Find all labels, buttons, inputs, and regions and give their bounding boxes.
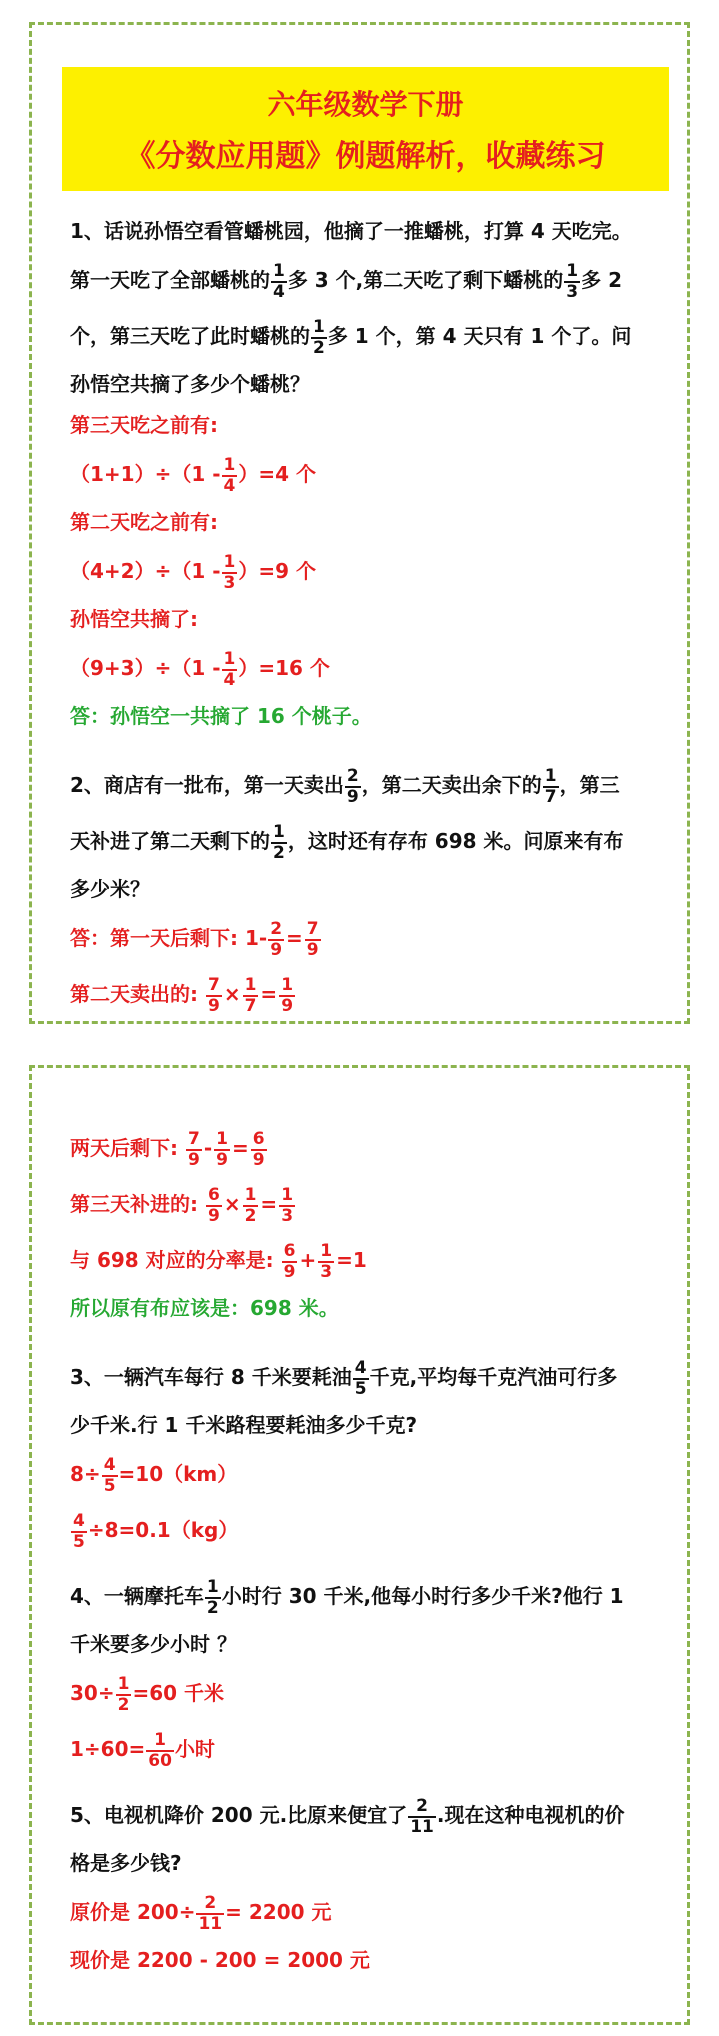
fraction: $\frac{1}{7}$ — [544, 765, 557, 807]
problem-5-question: 5、电视机降价 200 元.比原来便宜了 $\frac{2}{11}$ .现在这种电视机的价 格是多少钱? — [70, 1795, 625, 1875]
problem-1-question: 1、话说孙悟空看管蟠桃园，他摘了一推蟠桃，打算 4 天吃完。 第一天吃了全部蟠桃的 $\frac{1}{4}$ 多 3 个,第二天吃了剩下蟠桃的 $\frac{1}{3}$ 多 2 个，第三天吃了此时蟠桃的 $\frac{1}{2}$ 多 1 个，第 4 天只有 1 个了。问 孙悟空共摘了多少个蟠桃？ — [70, 219, 632, 396]
fraction: $\frac{1}{3}$ — [281, 1184, 294, 1226]
fraction: $\frac{6}{9}$ — [252, 1128, 265, 1170]
problem-1-answer: 答：孙悟空一共摘了 16 个桃子。 — [70, 704, 372, 728]
fraction: $\frac{1}{9}$ — [281, 974, 294, 1016]
fraction: $\frac{2}{9}$ — [346, 765, 359, 807]
fraction: $\frac{1}{4}$ — [223, 454, 236, 496]
problem-2-question: 2、商店有一批布，第一天卖出 $\frac{2}{9}$ ，第二天卖出余下的 $\frac{1}{7}$ ，第三 天补进了第二天剩下的 $\frac{1}{2}$ ，这时还有存布 698 米。问原来有布 多少米？ — [70, 765, 624, 901]
problem-1-solution: 第三天吃之前有: （1+1）÷（1 - $\frac{1}{4}$ ）=4 个 第二天吃之前有: （4+2）÷（1 - $\frac{1}{3}$ ）=9 个 孙悟空共摘了: （9+3）÷（1 - $\frac{1}{4}$ ）=16 个 — [70, 413, 330, 690]
fraction: $\frac{1}{4}$ — [273, 260, 285, 302]
fraction: $\frac{1}{2}$ — [244, 1184, 257, 1226]
fraction: $\frac{1}{2}$ — [273, 821, 285, 863]
worksheet-card-2 — [29, 1065, 690, 2025]
fraction: $\frac{1}{7}$ — [244, 974, 257, 1016]
fraction: $\frac{7}{9}$ — [306, 918, 319, 960]
fraction: $\frac{1}{3}$ — [566, 260, 579, 302]
fraction: $\frac{2}{11}$ — [198, 1892, 223, 1934]
problem-5-solution: 原价是 200÷ $\frac{2}{11}$ = 2200 元 现价是 2200 - 200 = 2000 元 — [70, 1892, 370, 1972]
fraction: $\frac{1}{2}$ — [313, 316, 325, 358]
problem-2-solution-part-1: 答：第一天后剩下: 1- $\frac{2}{9}$ = $\frac{7}{9}$ 第二天卖出的: $\frac{7}{9}$ × $\frac{1}{7}$ = $\frac{1}{9}$ — [70, 918, 319, 1016]
card-1-content — [70, 67, 661, 1022]
problem-3-solution: 8÷ $\frac{4}{5}$ =10（km） $\frac{4}{5}$ ÷8=0.1（kg） — [70, 1454, 239, 1552]
problem-2-answer: 所以原有布应该是：698 米。 — [70, 1296, 339, 1320]
fraction: $\frac{1}{2}$ — [206, 1576, 219, 1618]
fraction: $\frac{1}{60}$ — [148, 1729, 172, 1771]
fraction: $\frac{2}{9}$ — [270, 918, 283, 960]
fraction: $\frac{1}{4}$ — [223, 648, 236, 690]
fraction: $\frac{6}{9}$ — [207, 1184, 220, 1226]
worksheet-card-1 — [29, 22, 690, 1024]
page-subtitle: 《分数应用题》例题解析，收藏练习 — [125, 139, 606, 174]
problem-4-solution: 30÷ $\frac{1}{2}$ =60 千米 1÷60= $\frac{1}{60}$ 小时 — [70, 1673, 224, 1771]
problem-3-question: 3、一辆汽车每行 8 千米要耗油 $\frac{4}{5}$ 千克,平均每千克汽油可行多 少千米.行 1 千米路程要耗油多少千克? — [70, 1357, 618, 1437]
card-2-content — [70, 1120, 661, 1981]
problem-2-solution-part-2: 两天后剩下: $\frac{7}{9}$ - $\frac{1}{9}$ = $\frac{6}{9}$ 第三天补进的: $\frac{6}{9}$ × $\frac{1}{2}$ = $\frac{1}{3}$ 与 698 对应的分率是: $\frac{6}{9}$ + $\frac{1}{3}$ =1 — [70, 1128, 367, 1282]
fraction: $\frac{1}{3}$ — [320, 1240, 333, 1282]
problem-4-question: 4、一辆摩托车 $\frac{1}{2}$ 小时行 30 千米,他每小时行多少千米?他行 1 千米要多少小时 ？ — [70, 1576, 624, 1656]
fraction: $\frac{1}{3}$ — [223, 551, 236, 593]
fraction: $\frac{7}{9}$ — [207, 974, 220, 1016]
fraction: $\frac{1}{9}$ — [216, 1128, 228, 1170]
title-banner — [62, 67, 669, 191]
fraction: $\frac{2}{11}$ — [410, 1795, 434, 1837]
fraction: $\frac{6}{9}$ — [283, 1240, 296, 1282]
fraction: $\frac{1}{2}$ — [117, 1673, 130, 1715]
fraction: $\frac{4}{5}$ — [354, 1357, 367, 1399]
fraction: $\frac{7}{9}$ — [187, 1128, 200, 1170]
fraction: $\frac{4}{5}$ — [73, 1510, 85, 1552]
page-title: 六年级数学下册 — [267, 88, 464, 121]
fraction: $\frac{4}{5}$ — [103, 1454, 116, 1496]
